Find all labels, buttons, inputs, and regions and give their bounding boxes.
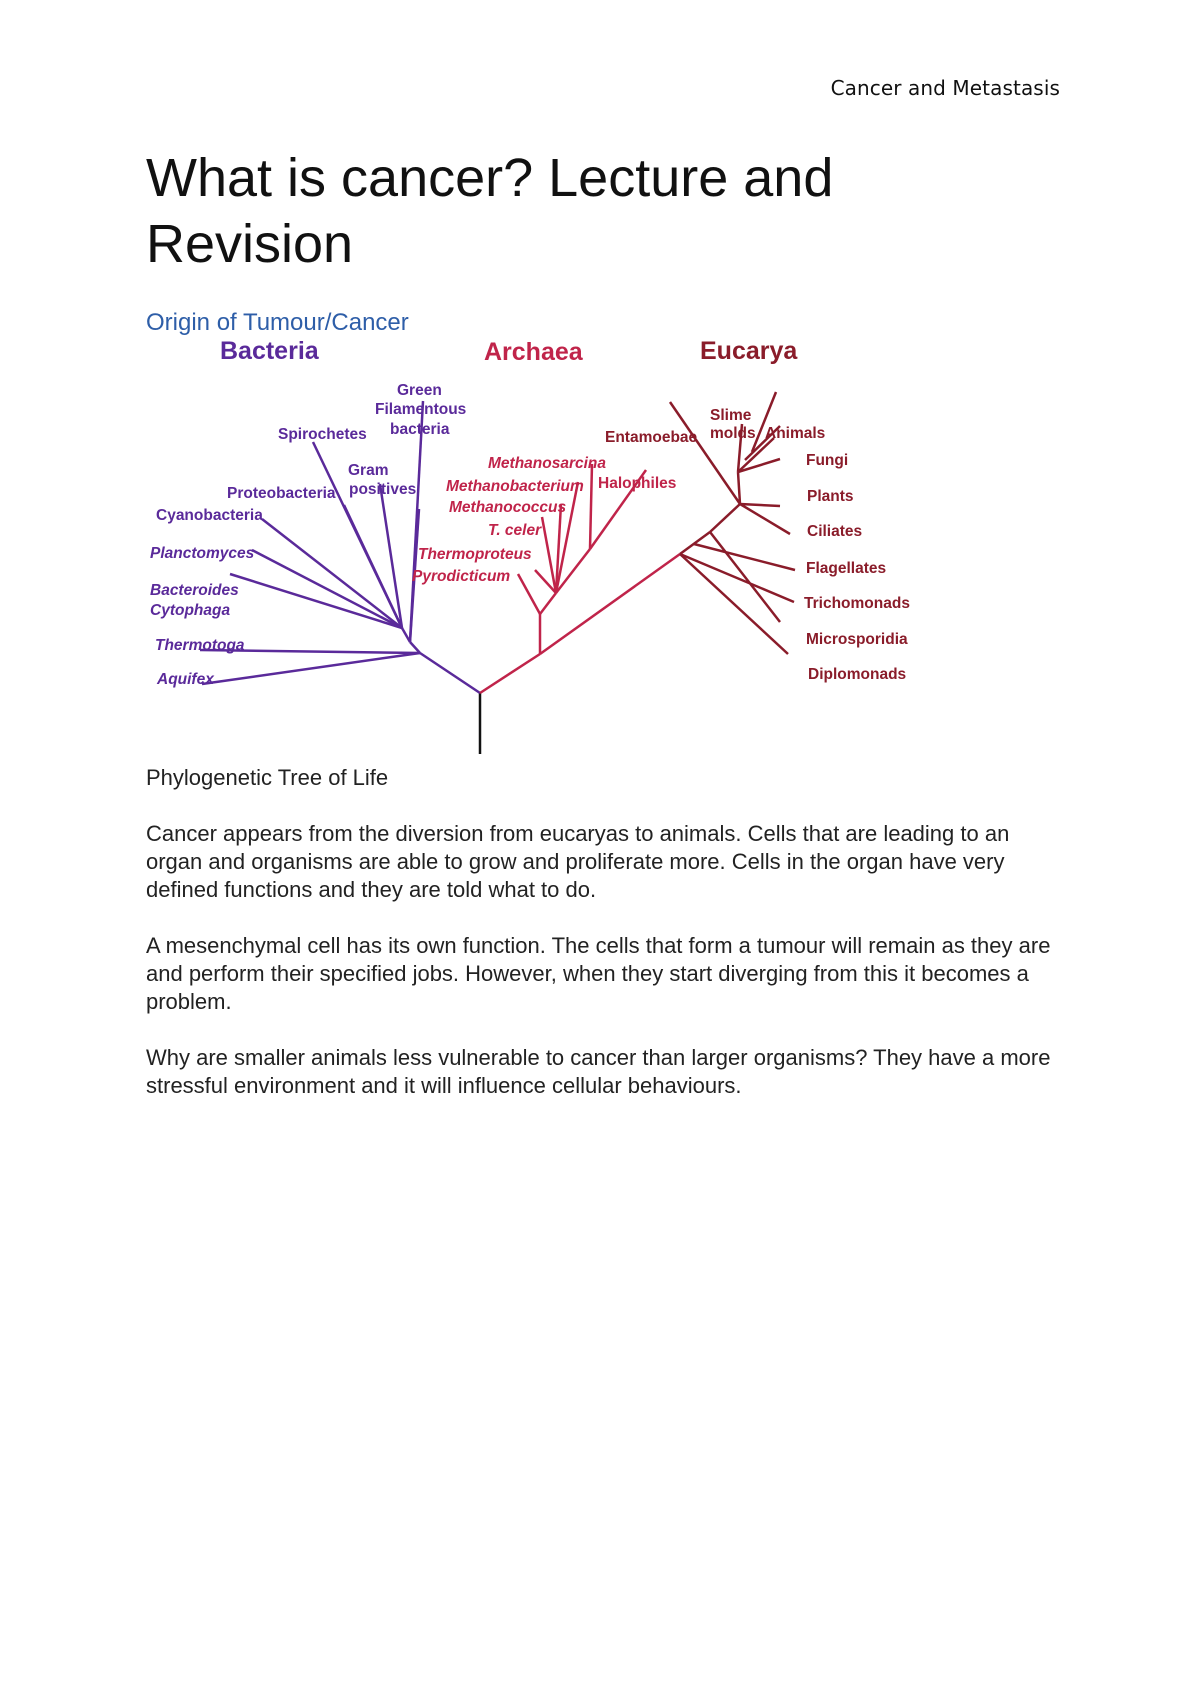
label-thermoproteus: Thermoproteus [418,546,532,563]
domain-title-archaea: Archaea [484,338,583,366]
label-t-celer: T. celer [488,522,542,539]
domain-title-eucarya: Eucarya [700,337,798,365]
label-cyanobacteria: Cyanobacteria [156,507,263,524]
label-molds: molds [710,425,756,442]
label-methanococcus: Methanococcus [449,499,567,516]
label-positives: positives [349,481,417,498]
domain-title-bacteria: Bacteria [220,337,319,365]
label-halophiles: Halophiles [598,475,677,492]
label-bacteroides: Bacteroides [150,582,239,599]
body-paragraph: Why are smaller animals less vulnerable to cancer than larger organisms? They have a more stressful environment and it will influence cellular behaviours. [146,1045,1051,1098]
section-heading: Origin of Tumour/Cancer [146,309,409,336]
label-proteobacteria: Proteobacteria [227,485,336,502]
label-diplomonads: Diplomonads [808,666,907,683]
label-animals: Animals [765,425,826,442]
label-thermotoga: Thermotoga [155,637,245,654]
label-entamoebae: Entamoebae [605,429,698,446]
label-cytophaga: Cytophaga [150,602,231,619]
label-methanosarcina: Methanosarcina [488,455,607,472]
label-flagellates: Flagellates [806,560,887,577]
label-microsporidia: Microsporidia [806,631,908,648]
label-fungi: Fungi [806,452,849,469]
label-slime: Slime [710,407,752,424]
body-paragraph: Cancer appears from the diversion from eucaryas to animals. Cells that are leading to an organ and organisms are able to grow and proliferate more. Cells in the organ have very defined functions and they are told what to do. [146,821,1010,902]
label-aquifex: Aquifex [157,671,214,688]
label-plants: Plants [807,488,854,505]
body-paragraph: A mesenchymal cell has its own function. The cells that form a tumour will remain as they are and perform their specified jobs. However, when they start diverging from this it becomes a problem. [146,933,1051,1014]
label-trichomonads: Trichomonads [804,595,910,612]
label-ciliates: Ciliates [807,523,863,540]
phylogenetic-tree-diagram [140,334,940,759]
label-spirochetes: Spirochetes [278,426,367,443]
page-title: What is cancer? Lecture and Revision [146,148,834,274]
figure-caption: Phylogenetic Tree of Life [146,765,389,790]
document-header-title: Cancer and Metastasis [830,76,1060,100]
label-methanobacterium: Methanobacterium [446,478,584,495]
label-gram: Gram [348,462,389,479]
label-filamentous-bacteria: bacteria [390,421,450,438]
label-green: Green [397,382,442,399]
label-pyrodicticum: Pyrodicticum [412,568,511,585]
label-filamentous: Filamentous [375,401,467,418]
label-planctomyces: Planctomyces [150,545,255,562]
